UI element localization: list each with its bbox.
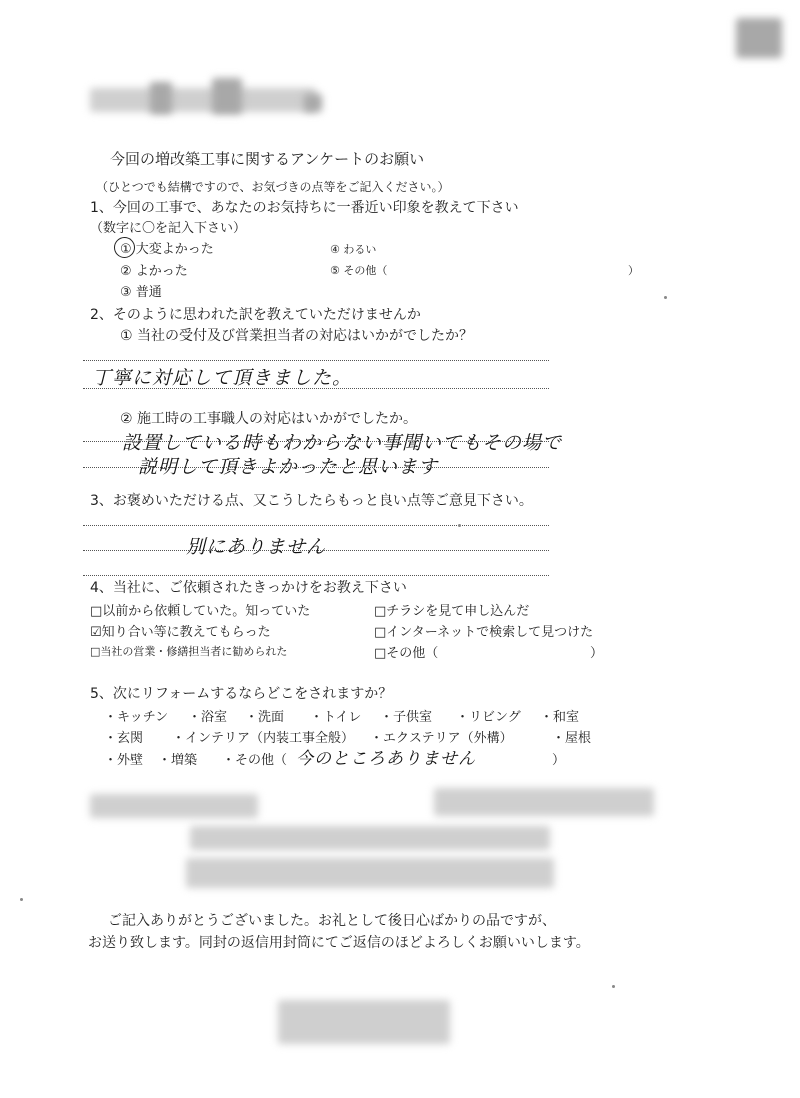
q5-choice: ・インテリア（内装工事全般）	[172, 731, 355, 746]
q4-option-6: □その他（	[374, 646, 439, 661]
survey-title: 今回の増改築工事に関するアンケートのお願い	[110, 150, 425, 168]
answer-line	[83, 575, 549, 576]
redacted-header-name	[90, 88, 316, 112]
redacted-signature	[278, 1000, 450, 1044]
redacted-header-mark-1	[150, 82, 172, 114]
closing-line-2: お送り致します。同封の返信用封筒にてご返信のほどよろしくお願いいします。	[88, 935, 590, 951]
q4-option-3: □当社の営業・修繕担当者に勧められた	[90, 645, 288, 658]
q5-choice: ・キッチン	[104, 710, 169, 725]
q5-choice: ・エクステリア（外構）	[370, 731, 513, 746]
q5-choice: ・リビング	[456, 710, 521, 725]
answer-line	[83, 441, 549, 442]
redacted-info-right	[434, 788, 654, 816]
q2-answer2-handwritten-line1: 設置している時もわからない事聞いてもその場で	[122, 432, 563, 454]
q5-choice: ・和室	[540, 710, 580, 725]
q1-instruction: （数字に〇を記入下さい）	[90, 221, 247, 236]
scan-speck	[20, 898, 23, 901]
q5-choice: ・玄関	[104, 731, 144, 746]
q3-answer-handwritten: 別にありません	[186, 536, 327, 558]
answer-line	[83, 525, 549, 526]
q5-other-close: ）	[552, 753, 566, 768]
q1-text: 1、今回の工事で、あなたのお気持ちに一番近い印象を教えて下さい	[90, 200, 519, 216]
answer-line	[83, 388, 549, 389]
scan-speck	[612, 985, 615, 988]
q5-choice: ・トイレ	[310, 710, 362, 725]
redacted-header-mark-3	[304, 94, 322, 112]
q2-text: 2、そのように思われた訳を教えていただけませんか	[90, 307, 421, 323]
q5-choice: ・外壁	[104, 753, 144, 768]
answer-line	[83, 360, 549, 361]
q1-option-5: ⑤ その他（	[330, 264, 388, 277]
q1-option-4: ④ わるい	[330, 243, 377, 256]
q2-sub1: ① 当社の受付及び営業担当者の対応はいかがでしたか？	[120, 328, 473, 344]
scan-speck	[458, 524, 461, 527]
closing-line-1: ご記入ありがとうございました。お礼として後日心ばかりの品ですが、	[108, 913, 556, 929]
q5-choice: ・屋根	[552, 731, 592, 746]
q2-answer2-handwritten-line2: 説明して頂きよかったと思います	[138, 456, 439, 478]
scan-speck	[664, 296, 667, 299]
q5-answer-handwritten: 今のところありません	[296, 749, 476, 769]
q1-option-2: ② よかった	[120, 264, 188, 279]
q5-choice: ・洗面	[245, 710, 285, 725]
q2-sub2: ② 施工時の工事職人の対応はいかがでしたか。	[120, 411, 417, 427]
q5-choice: ・子供室	[380, 710, 433, 725]
q1-option-5-close: ）	[628, 264, 639, 277]
q4-text: 4、当社に、ご依頼されたきっかけをお教え下さい	[90, 580, 407, 596]
q1-option-3: ③ 普通	[120, 285, 162, 300]
q5-choice: ・増築	[158, 753, 198, 768]
redacted-address-2	[186, 858, 554, 888]
q5-choice: ・その他（	[222, 753, 288, 768]
redacted-info-left	[90, 794, 258, 818]
q5-text: 5、次にリフォームするならどこをされますか？	[90, 686, 393, 702]
q4-option-4: □チラシを見て申し込んだ	[374, 604, 530, 619]
survey-note: （ひとつでも結構ですので、お気づきの点等をご記入ください。）	[96, 180, 450, 194]
q4-option-2-checked: ☑知り合い等に教えてもらった	[90, 625, 271, 640]
q4-option-6-close: ）	[590, 646, 604, 661]
q1-option-1: ① 大変よかった	[120, 242, 214, 257]
redacted-corner-mark	[736, 18, 782, 58]
answer-line	[83, 550, 549, 551]
redacted-address-1	[190, 826, 550, 850]
q2-answer1-handwritten: 丁寧に対応して頂きました。	[92, 367, 353, 389]
q5-choice: ・浴室	[188, 710, 228, 725]
answer-line	[83, 467, 549, 468]
q3-text: 3、お褒めいただける点、又こうしたらもっと良い点等ご意見下さい。	[90, 493, 533, 509]
redacted-header-mark-2	[212, 78, 242, 114]
q4-option-5: □インターネットで検索して見つけた	[374, 625, 594, 640]
q4-option-1: □以前から依頼していた。知っていた	[90, 604, 311, 619]
